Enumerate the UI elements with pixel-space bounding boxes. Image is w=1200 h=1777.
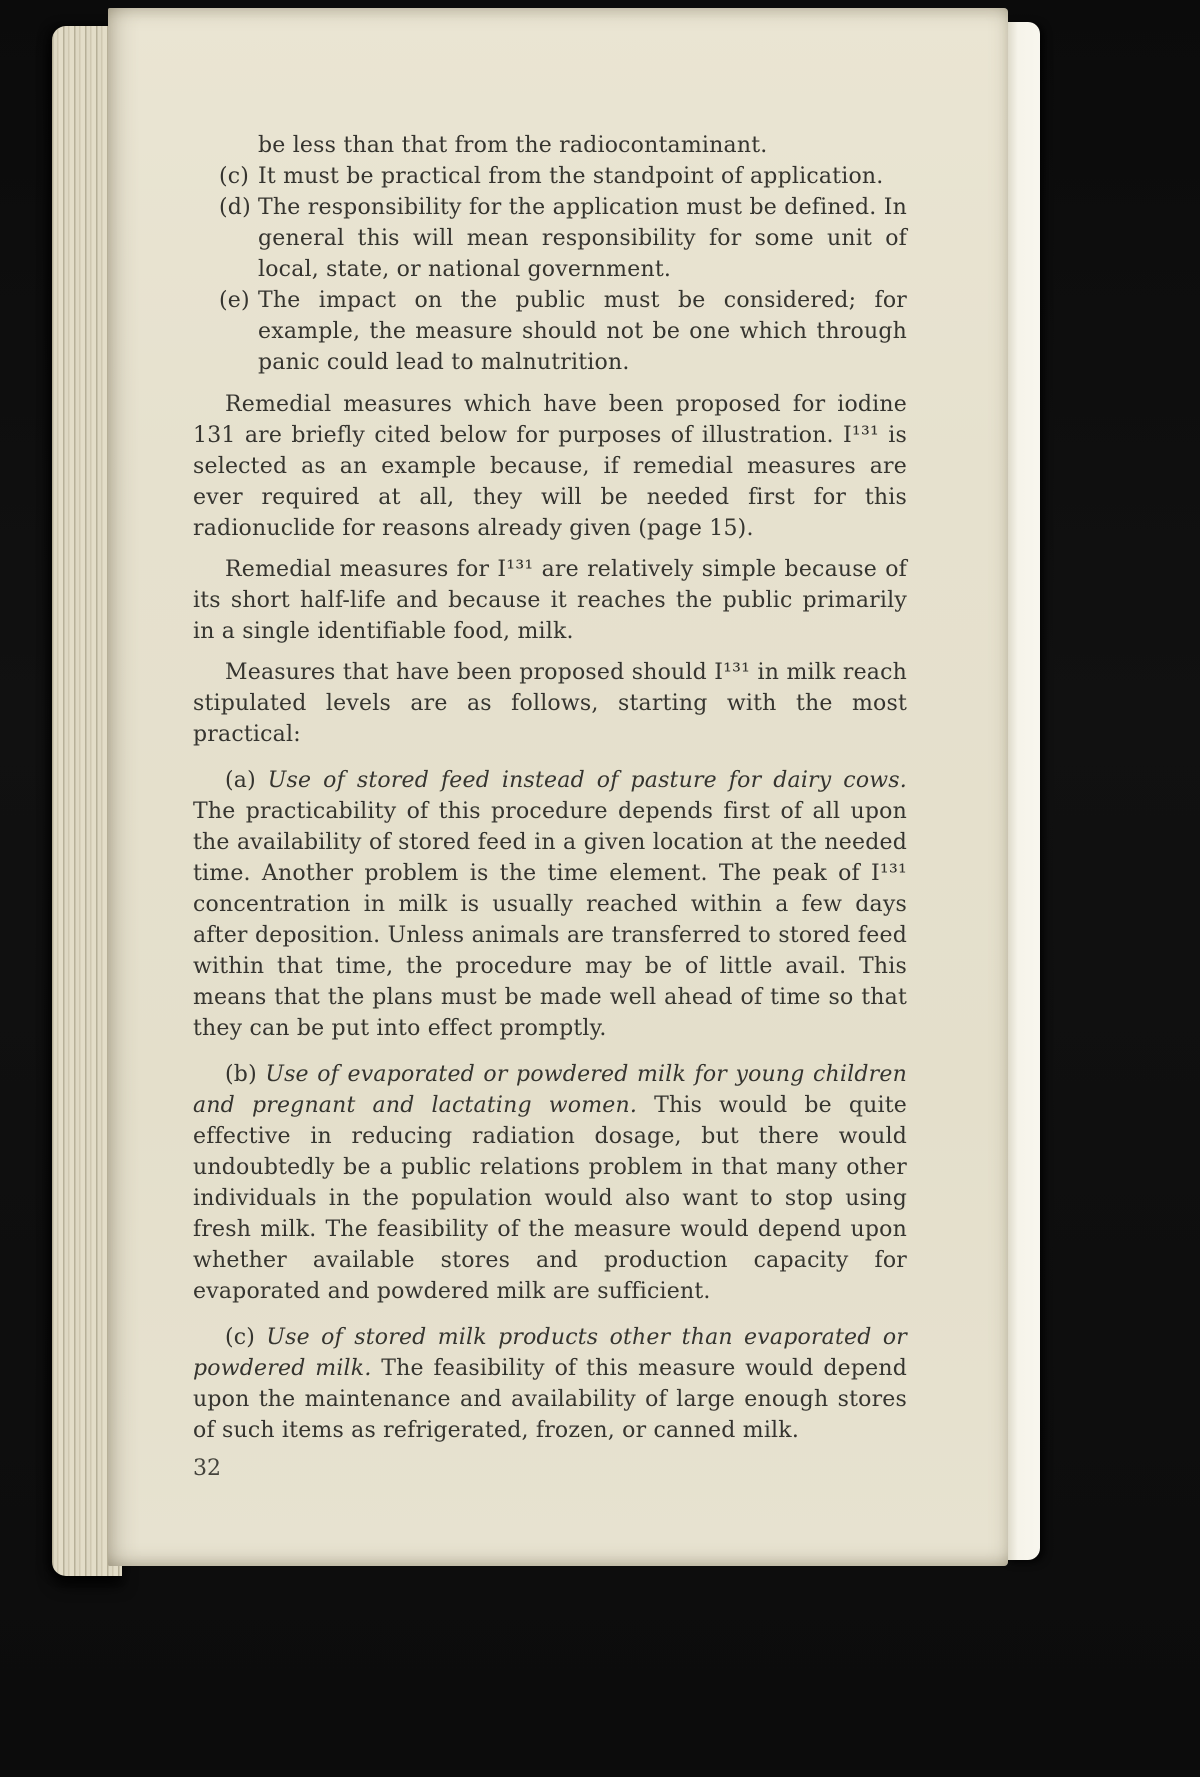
lettered-paragraph	[193, 1322, 907, 1446]
list-item	[219, 161, 907, 192]
list-item	[219, 285, 907, 378]
page-number: 32	[193, 1456, 221, 1481]
paragraph: Measures that have been proposed should I¹³¹ in milk reach stipulated levels are as follows, starting with the most practical:	[193, 660, 907, 747]
paragraph-text: The practicability of this procedure depends first of all upon the availability of stored feed in a given location at the needed time. Another problem is the time element. The peak of I¹³¹ concentration in milk is usually reached within a few days after deposition. Unless animals are transferred to stored feed within that time, the procedure may be of little avail. This means that the plans must be made well ahead of time so that they can be put into effect promptly.	[193, 799, 907, 1041]
lettered-paragraph	[193, 765, 907, 1044]
list-item	[219, 192, 907, 285]
text-column	[193, 130, 907, 1456]
list-item-label: (e)	[219, 288, 250, 313]
list-item-text: It must be practical from the standpoint of application.	[258, 164, 884, 189]
italic-lead: Use of stored milk products other than evaporated or powdered milk.	[193, 1325, 907, 1381]
list-item-text: The impact on the public must be considered; for example, the measure should not be one which through panic could lead to malnutrition.	[258, 288, 907, 375]
next-page-edge	[1006, 22, 1040, 1560]
italic-lead: Use of stored feed instead of pasture for dairy cows.	[267, 768, 907, 793]
italic-lead: Use of evaporated or powdered milk for young children and pregnant and lactating women.	[193, 1062, 907, 1118]
paragraph: Remedial measures for I¹³¹ are relatively simple because of its short half-life and because it reaches the public primarily in a single identifiable food, milk.	[193, 557, 907, 644]
list-item-text: The responsibility for the application must be defined. In general this will mean responsibility for some unit of local, state, or national government.	[258, 195, 907, 282]
paragraph-label: (c)	[225, 1325, 256, 1350]
paragraph-label: (b)	[225, 1062, 257, 1087]
paragraph-label: (a)	[225, 768, 256, 793]
continuation-line: be less than that from the radiocontaminant.	[258, 133, 768, 158]
paragraph: Remedial measures which have been proposed for iodine 131 are briefly cited below for purposes of illustration. I¹³¹ is selected as an example because, if remedial measures are ever required at all, they will be needed first for this radionuclide for reasons already given (page 15).	[193, 392, 907, 541]
list-item-label: (d)	[219, 195, 251, 220]
lettered-paragraph	[193, 1059, 907, 1307]
lettered-list	[193, 161, 907, 378]
list-item-label: (c)	[219, 164, 250, 189]
paragraph-text: This would be quite effective in reducing radiation dosage, but there would undoubtedly be a public relations problem in that many other individuals in the population would also want to stop using fresh milk. The feasibility of the measure would depend upon whether available stores and production capacity for evaporated and powdered milk are sufficient.	[193, 1093, 907, 1304]
book-page	[108, 8, 1008, 1566]
paragraph-text: The feasibility of this measure would depend upon the maintenance and availability of large enough stores of such items as refrigerated, frozen, or canned milk.	[193, 1356, 907, 1443]
